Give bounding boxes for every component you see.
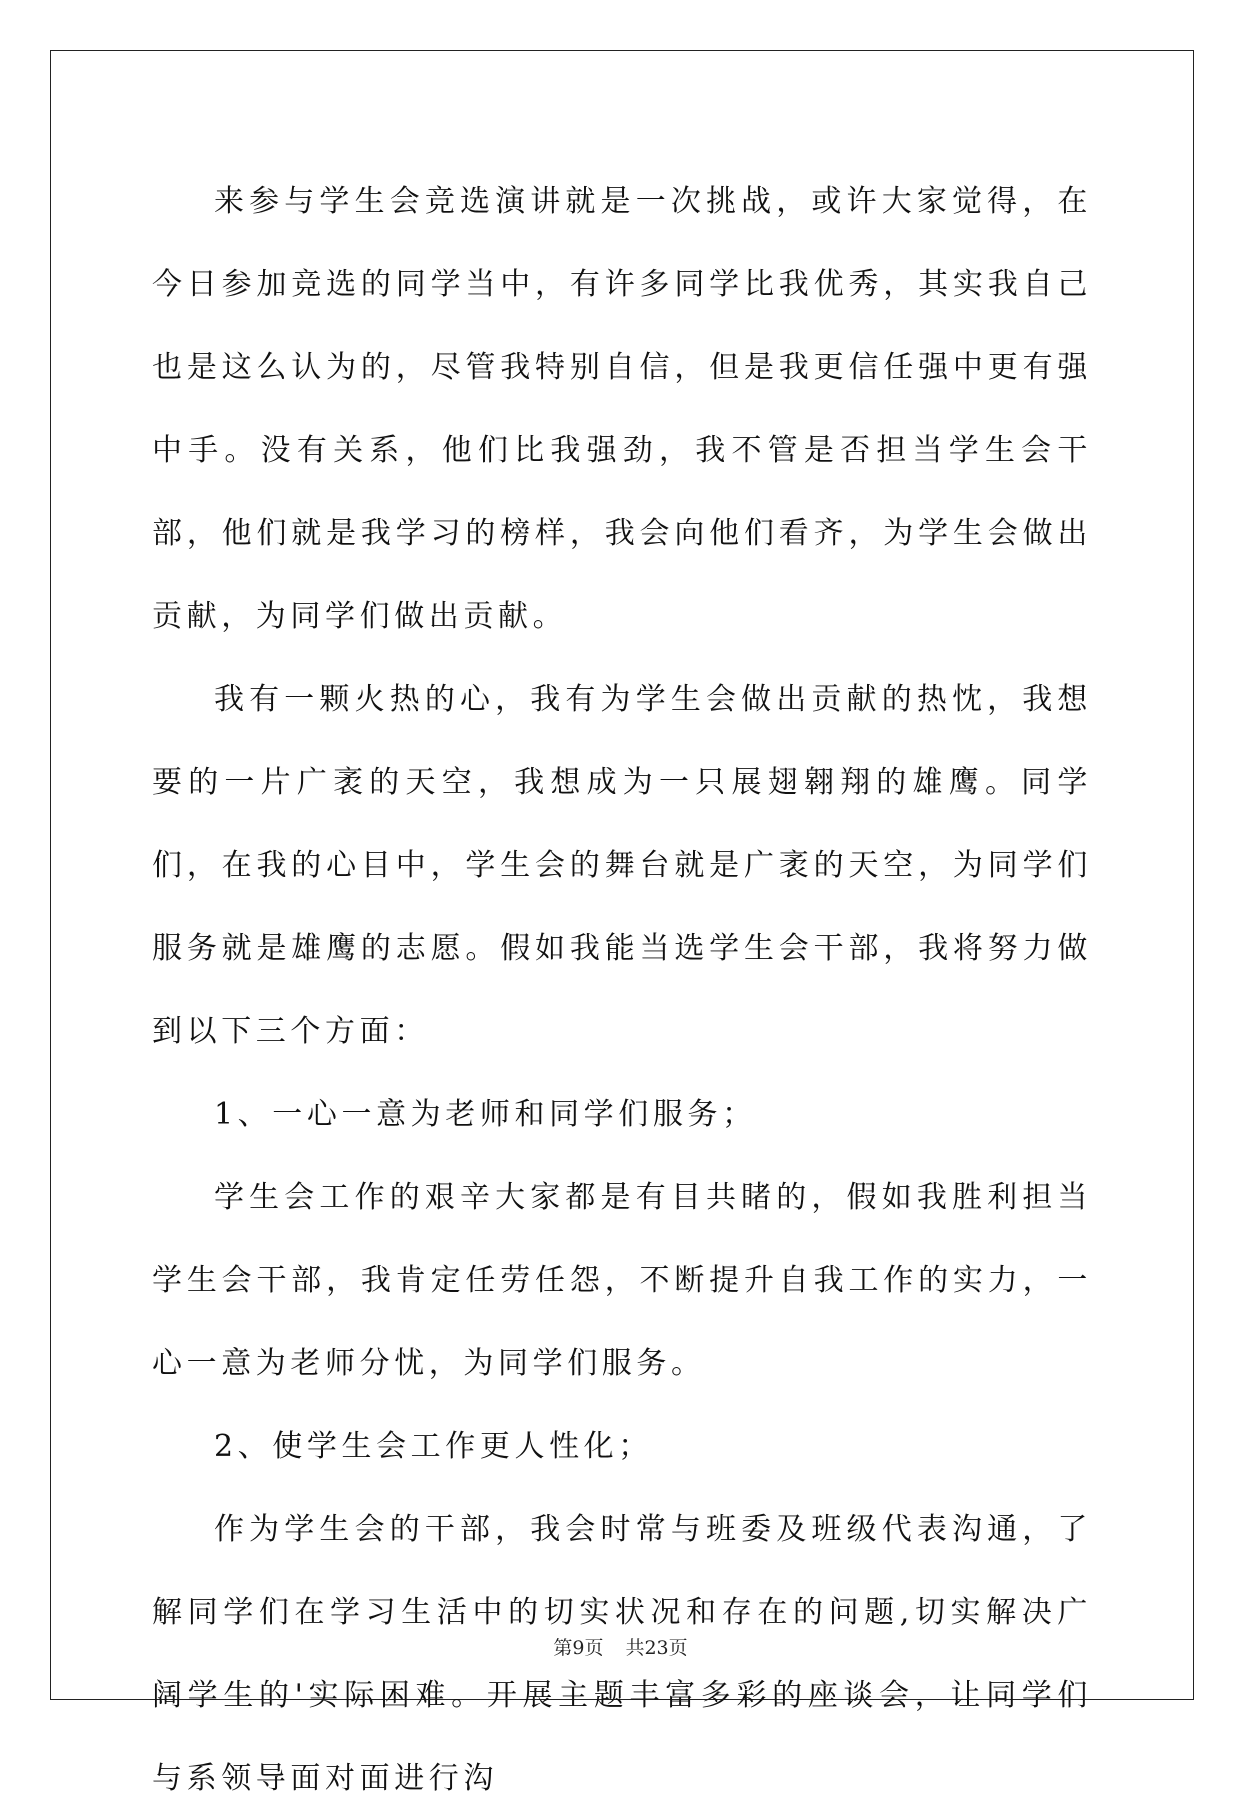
paragraph: 2、使学生会工作更人性化；: [214, 1429, 653, 1464]
paragraph: 我有一颗火热的心，我有为学生会做出贡献的热忱，我想要的一片广袤的天空，我想成为一只展翅翱翔的雄鹰。同学们，在我的心目中，学生会的舞台就是广袤的天空，为同学们服务就是雄鹰的志愿。假如我能当选学生会干部，我将努力做到以下三个方面：: [152, 682, 1092, 1049]
paragraph: 来参与学生会竞选演讲就是一次挑战，或许大家觉得，在今日参加竞选的同学当中，有许多同学比我优秀，其实我自己也是这么认为的，尽管我特别自信，但是我更信任强中更有强中手。没有关系，他们比我强劲，我不管是否担当学生会干部，他们就是我学习的榜样，我会向他们看齐，为学生会做出贡献，为同学们做出贡献。: [152, 184, 1092, 634]
paragraph: 1、一心一意为老师和同学们服务；: [214, 1097, 757, 1132]
document-body: [152, 160, 1092, 1820]
paragraph: 学生会工作的艰辛大家都是有目共睹的，假如我胜利担当学生会干部，我肯定任劳任怨，不断提升自我工作的实力，一心一意为老师分忧，为同学们服务。: [152, 1180, 1092, 1381]
page-number: 第9页: [553, 1637, 604, 1659]
paragraph: 作为学生会的干部，我会时常与班委及班级代表沟通，了解同学们在学习生活中的切实状况和存在的问题,切实解决广阔学生的'实际困难。开展主题丰富多彩的座谈会，让同学们与系领导面对面进行沟: [152, 1512, 1092, 1796]
page-footer: [0, 1633, 1241, 1660]
page-total: 共23页: [625, 1637, 688, 1659]
